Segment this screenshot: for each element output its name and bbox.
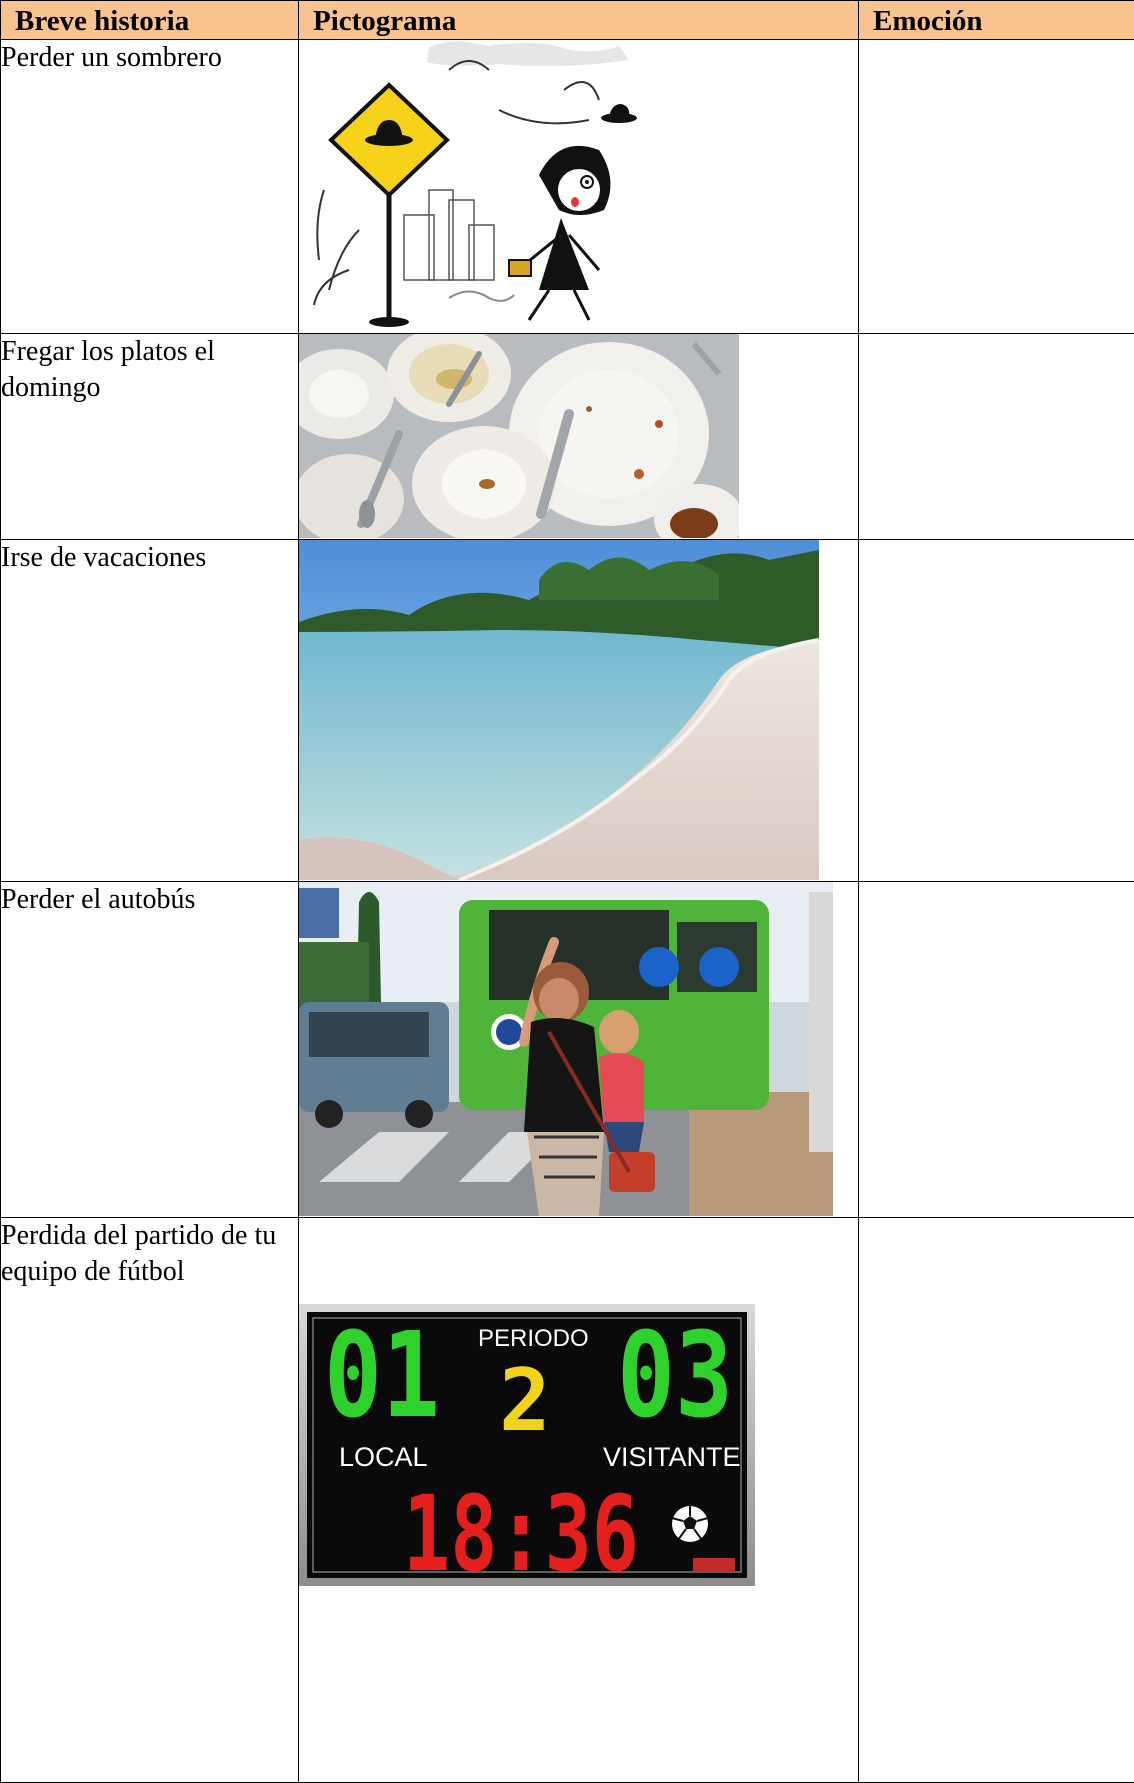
header-breve-historia: Breve historia [1, 1, 299, 40]
table-row [1, 540, 1134, 882]
dirty-dishes-image [299, 334, 739, 538]
story-text: Perder un sombrero [1, 40, 299, 334]
pictogram-cell [299, 882, 859, 1218]
emotion-cell[interactable] [859, 334, 1134, 540]
story-text: Irse de vacaciones [1, 540, 299, 882]
story-text: Fregar los platos el domingo [1, 334, 299, 540]
header-emocion: Emoción [859, 1, 1134, 40]
pictogram-cell [299, 1218, 859, 1783]
table-row [1, 882, 1134, 1218]
period-label: PERIODO [478, 1325, 589, 1352]
pictogram-cell [299, 540, 859, 882]
emotion-cell[interactable] [859, 540, 1134, 882]
story-text: Perdida del partido de tu equipo de fútbol [1, 1218, 299, 1783]
away-score: 03 [617, 1306, 733, 1444]
woman-waving-at-bus-image [299, 882, 833, 1216]
header-row [1, 1, 1134, 40]
emotion-cell[interactable] [859, 40, 1134, 334]
game-clock: 18:36 [403, 1473, 639, 1586]
story-text: Perder el autobús [1, 882, 299, 1218]
header-pictograma: Pictograma [299, 1, 859, 40]
table-row [1, 1218, 1134, 1783]
brand-logo [693, 1558, 735, 1572]
away-label: VISITANTE [603, 1442, 741, 1472]
emotion-cell[interactable] [859, 1218, 1134, 1783]
home-label: LOCAL [339, 1442, 428, 1472]
scoreboard-image [299, 1304, 755, 1586]
table-row [1, 334, 1134, 540]
period-value: 2 [499, 1351, 551, 1451]
woman-losing-hat-image [299, 40, 659, 330]
emotion-cell[interactable] [859, 882, 1134, 1218]
soccer-ball-icon [672, 1506, 708, 1542]
beach-image [299, 540, 819, 880]
table-row [1, 40, 1134, 334]
pictogram-cell [299, 334, 859, 540]
home-score: 01 [324, 1306, 440, 1444]
pictogram-cell [299, 40, 859, 334]
